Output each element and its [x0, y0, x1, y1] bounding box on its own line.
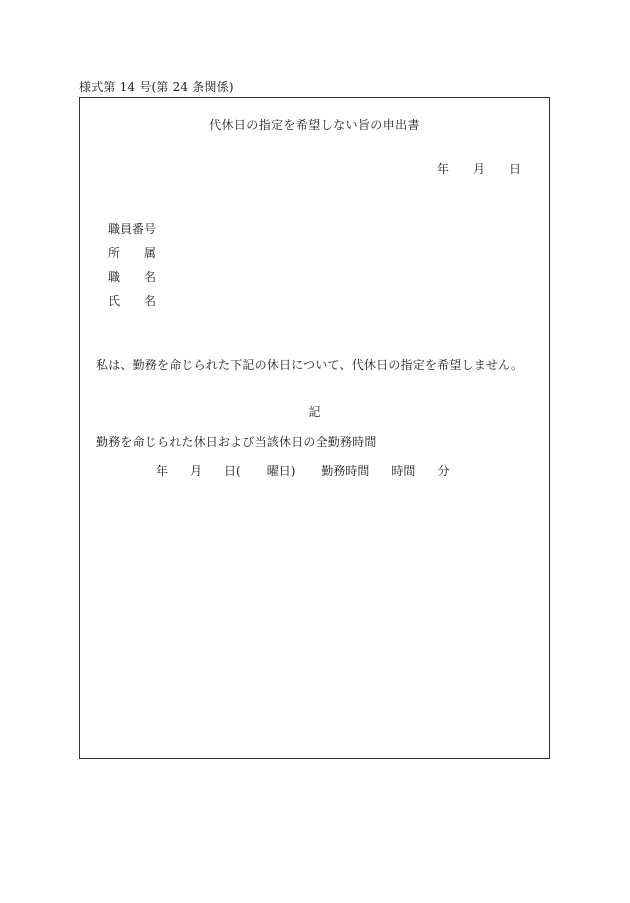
time-month-label: 月: [190, 464, 203, 478]
affiliation-label-1: 所: [108, 246, 121, 260]
date-year-label: 年: [436, 162, 449, 176]
time-work-hours-label: 勤務時間: [321, 464, 370, 478]
date-day-label: 日: [508, 162, 521, 176]
position-label-2: 名: [144, 270, 157, 284]
submission-date: [437, 160, 521, 177]
date-month-label: 月: [472, 162, 485, 176]
document-title: 代休日の指定を希望しない旨の申出書: [209, 118, 420, 132]
holiday-work-time-row: [156, 462, 449, 479]
name-label-1: 氏: [108, 294, 121, 308]
time-year-label: 年: [156, 464, 169, 478]
position-label-1: 職: [108, 270, 121, 284]
ki-heading: 記: [308, 405, 321, 419]
affiliation-label-2: 属: [144, 246, 157, 260]
name-label-2: 名: [144, 294, 157, 308]
position-field: [108, 268, 156, 285]
form-number-label: 様式第 14 号(第 24 条関係): [79, 80, 234, 94]
time-minutes-label: 分: [437, 464, 450, 478]
request-statement: 私は、勤務を命じられた下記の休日について、代休日の指定を希望しません。: [96, 358, 524, 372]
time-weekday-label: 曜日): [266, 464, 296, 478]
employee-number-field: [108, 220, 156, 237]
affiliation-field: [108, 244, 156, 261]
time-hours-label: 時間: [391, 464, 416, 478]
form-frame: [79, 97, 550, 759]
name-field: [108, 292, 156, 309]
holiday-work-subheading: 勤務を命じられた休日および当該休日の全勤務時間: [96, 435, 377, 449]
time-day-open-label: 日(: [224, 464, 241, 478]
employee-number-label: 職員番号: [108, 222, 157, 236]
